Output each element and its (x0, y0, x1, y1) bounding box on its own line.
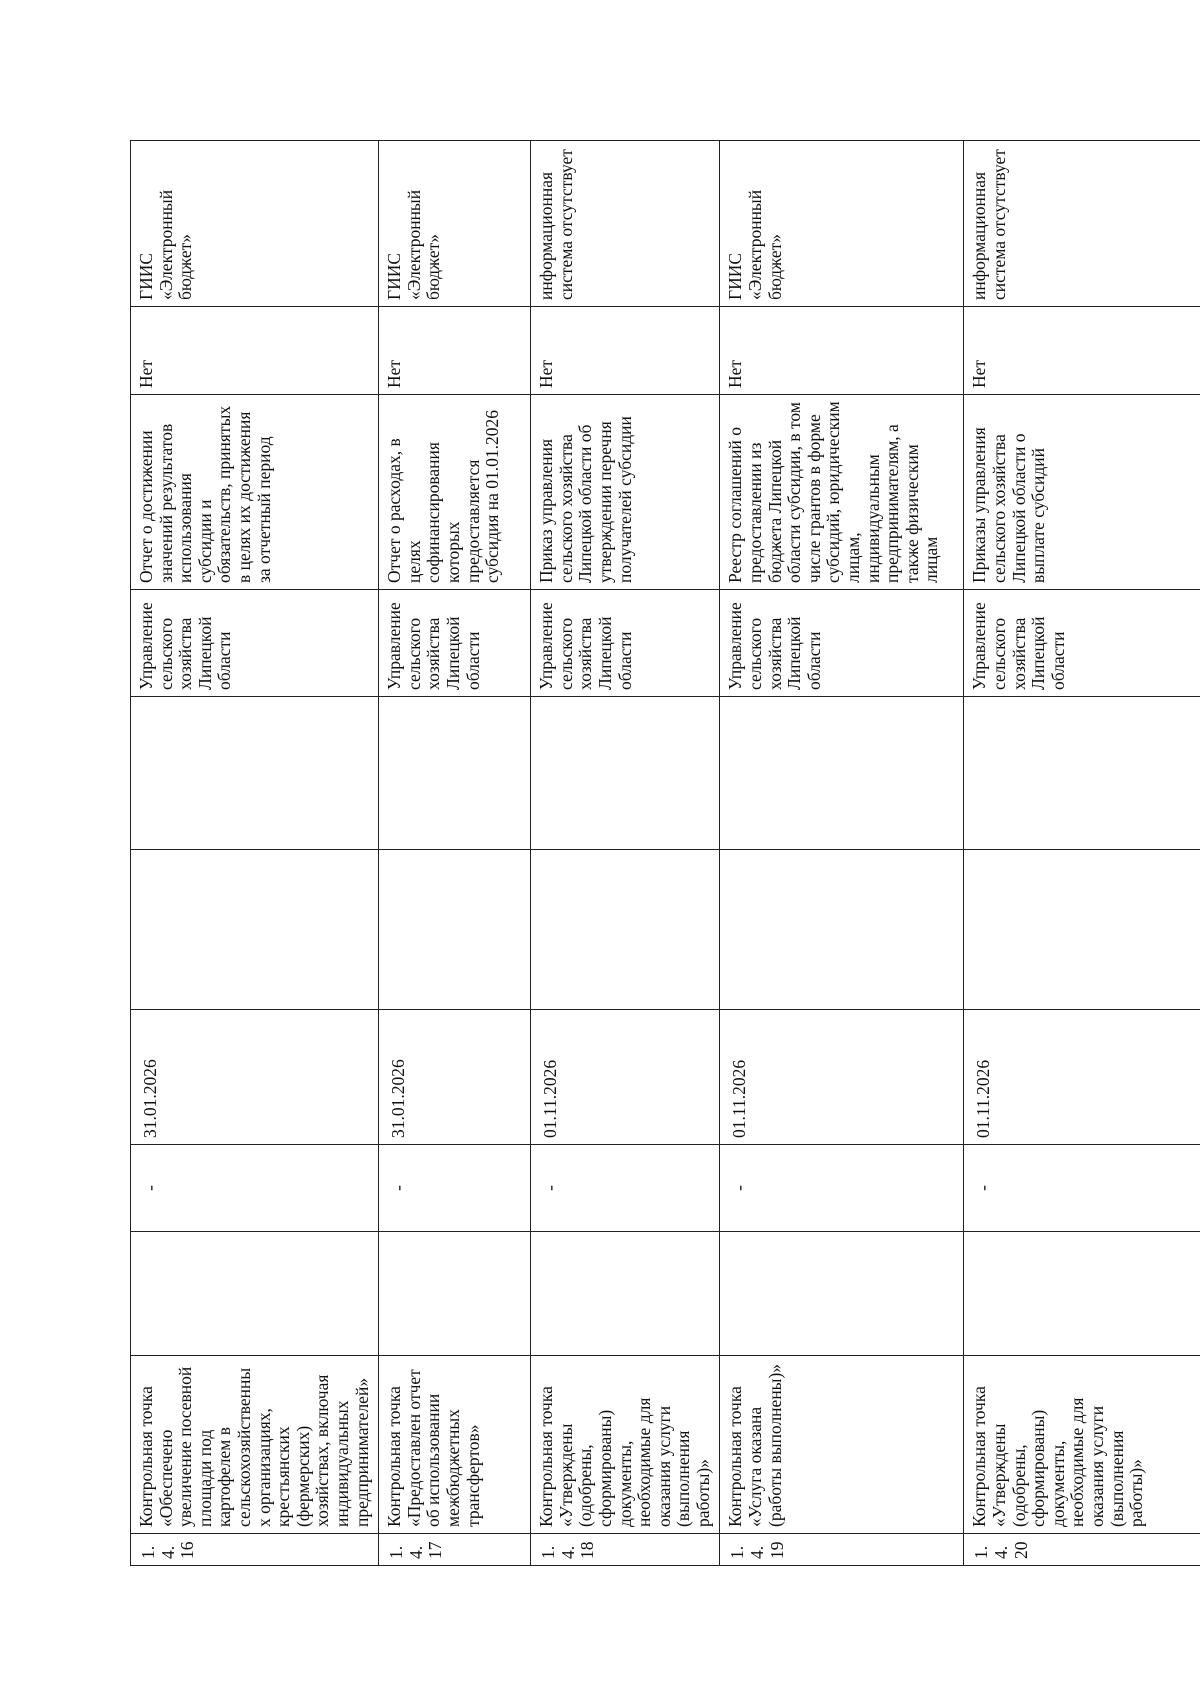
date-cell: 01.11.2026 (531, 1010, 720, 1145)
control-point-name-cell: Контрольная точка «Услуга оказана (работы выполнены)» (720, 1356, 964, 1534)
control-point-name-cell: Контрольная точка «Предоставлен отчет об использовании межбюджетных трансфертов» (379, 1356, 531, 1534)
empty-cell (964, 1232, 1200, 1356)
dash-cell: - (379, 1145, 531, 1232)
responsible-cell: Управление сельского хозяйства Липецкой области (379, 590, 531, 697)
dash-cell: - (964, 1145, 1200, 1232)
flag-cell: Нет (964, 307, 1200, 395)
dash-cell: - (131, 1145, 379, 1232)
empty-cell (379, 697, 531, 850)
empty-cell (531, 850, 720, 1010)
empty-cell (720, 850, 964, 1010)
empty-cell (720, 697, 964, 850)
table-row (531, 141, 720, 1566)
empty-cell (131, 1232, 379, 1356)
control-points-table (130, 140, 1200, 1566)
control-point-name-cell: Контрольная точка «Утверждены (одобрены, сформированы) документы, необходимые для оказания услуги (выполнения работы)» (964, 1356, 1200, 1534)
document-cell: Приказы управления сельского хозяйства Липецкой области о выплате субсидий (964, 395, 1200, 590)
flag-cell: Нет (379, 307, 531, 395)
row-number-cell: 1.4.20 (964, 1534, 1200, 1566)
row-number-cell: 1.4.18 (531, 1534, 720, 1566)
document-cell: Приказ управления сельского хозяйства Липецкой области об утверждении перечня получателей субсидии (531, 395, 720, 590)
row-number-cell: 1.4.16 (131, 1534, 379, 1566)
date-cell: 01.11.2026 (964, 1010, 1200, 1145)
responsible-cell: Управление сельского хозяйства Липецкой области (720, 590, 964, 697)
flag-cell: Нет (131, 307, 379, 395)
table-row (964, 141, 1200, 1566)
rotated-page (130, 141, 1147, 1566)
responsible-cell: Управление сельского хозяйства Липецкой области (964, 590, 1200, 697)
row-number-cell: 1.4.17 (379, 1534, 531, 1566)
empty-cell (964, 850, 1200, 1010)
empty-cell (379, 1232, 531, 1356)
control-point-name-cell: Контрольная точка «Обеспечено увеличение посевной площади под картофелем в сельскохозяйственных организациях, крестьянских (фермерских) хозяйствах, включая индивидуальных предпринимателей» (131, 1356, 379, 1534)
information-system-cell: информационная система отсутствует (531, 141, 720, 307)
table-row (379, 141, 531, 1566)
table-row (131, 141, 379, 1566)
table-row (720, 141, 964, 1566)
control-point-name-cell: Контрольная точка «Утверждены (одобрены, сформированы) документы, необходимые для оказания услуги (выполнения работы)» (531, 1356, 720, 1534)
flag-cell: Нет (531, 307, 720, 395)
information-system-cell: ГИИС «Электронный бюджет» (720, 141, 964, 307)
dash-cell: - (531, 1145, 720, 1232)
empty-cell (720, 1232, 964, 1356)
document-cell: Реестр соглашений о предоставлении из бюджета Липецкой области субсидии, в том числе грантов в форме субсидий, юридическим лицам, индивидуальным предпринимателям, а также физическим лицам (720, 395, 964, 590)
empty-cell (531, 697, 720, 850)
date-cell: 01.11.2026 (720, 1010, 964, 1145)
empty-cell (131, 697, 379, 850)
empty-cell (131, 850, 379, 1010)
date-cell: 31.01.2026 (379, 1010, 531, 1145)
responsible-cell: Управление сельского хозяйства Липецкой области (531, 590, 720, 697)
information-system-cell: информационная система отсутствует (964, 141, 1200, 307)
empty-cell (964, 697, 1200, 850)
empty-cell (531, 1232, 720, 1356)
responsible-cell: Управление сельского хозяйства Липецкой области (131, 590, 379, 697)
information-system-cell: ГИИС «Электронный бюджет» (131, 141, 379, 307)
information-system-cell: ГИИС «Электронный бюджет» (379, 141, 531, 307)
row-number-cell: 1.4.19 (720, 1534, 964, 1566)
date-cell: 31.01.2026 (131, 1010, 379, 1145)
empty-cell (379, 850, 531, 1010)
flag-cell: Нет (720, 307, 964, 395)
document-cell: Отчет о расходах, в целях софинансирования которых предоставляется субсидия на 01.01.2026 (379, 395, 531, 590)
document-cell: Отчет о достижении значений результатов использования субсидии и обязательств, принятых в целях их достижения за отчетный период (131, 395, 379, 590)
dash-cell: - (720, 1145, 964, 1232)
